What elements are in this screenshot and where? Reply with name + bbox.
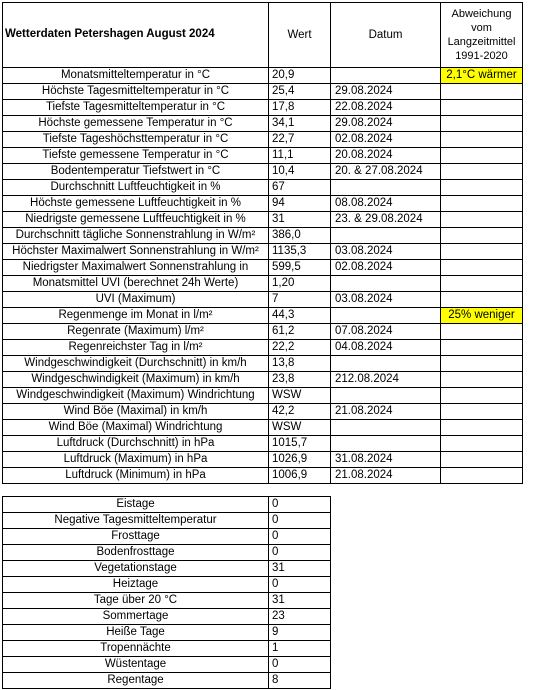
row-label: Windgeschwindigkeit (Durchschnitt) in km/h — [3, 356, 269, 372]
day-count-label: Wüstentage — [3, 657, 269, 673]
row-value: 34,1 — [269, 116, 331, 132]
row-label: Windgeschwindigkeit (Maximum) in km/h — [3, 372, 269, 388]
row-deviation — [441, 260, 523, 276]
row-date — [331, 180, 441, 196]
row-deviation — [441, 324, 523, 340]
row-deviation — [441, 388, 523, 404]
table-row — [3, 68, 523, 84]
table-row — [3, 292, 523, 308]
row-deviation — [441, 436, 523, 452]
row-deviation: 25% weniger — [441, 308, 523, 324]
day-count-value: 9 — [269, 625, 331, 641]
row-value: WSW — [269, 388, 331, 404]
row-label: Niedrigster Maximalwert Sonnenstrahlung in — [3, 260, 269, 276]
row-label: Luftdruck (Maximum) in hPa — [3, 452, 269, 468]
row-date — [331, 68, 441, 84]
row-value: 11,1 — [269, 148, 331, 164]
day-count-value: 0 — [269, 657, 331, 673]
table-row — [3, 436, 523, 452]
day-count-value: 1 — [269, 641, 331, 657]
row-value: 17,8 — [269, 100, 331, 116]
table-row — [3, 577, 331, 593]
day-count-label: Negative Tagesmitteltemperatur — [3, 513, 269, 529]
row-date: 20. & 27.08.2024 — [331, 164, 441, 180]
row-value: 20,9 — [269, 68, 331, 84]
row-date: 22.08.2024 — [331, 100, 441, 116]
day-count-value: 0 — [269, 497, 331, 513]
column-header-abweichung: Abweichung vom Langzeitmittel 1991-2020 — [441, 3, 523, 68]
row-deviation — [441, 132, 523, 148]
row-date: 07.08.2024 — [331, 324, 441, 340]
row-deviation — [441, 452, 523, 468]
row-date — [331, 276, 441, 292]
day-count-label: Sommertage — [3, 609, 269, 625]
row-label: Wind Böe (Maximal) in km/h — [3, 404, 269, 420]
table-row — [3, 340, 523, 356]
day-count-value: 0 — [269, 513, 331, 529]
row-label: Regenrate (Maximum) l/m² — [3, 324, 269, 340]
row-deviation — [441, 212, 523, 228]
row-label: Wind Böe (Maximal) Windrichtung — [3, 420, 269, 436]
row-deviation — [441, 196, 523, 212]
day-count-value: 8 — [269, 673, 331, 689]
row-date: 02.08.2024 — [331, 132, 441, 148]
table-row — [3, 356, 523, 372]
row-value: 10,4 — [269, 164, 331, 180]
row-value: 61,2 — [269, 324, 331, 340]
row-date: 31.08.2024 — [331, 452, 441, 468]
table-row — [3, 420, 523, 436]
row-value: 1,20 — [269, 276, 331, 292]
row-label: Höchster Maximalwert Sonnenstrahlung in W/m² — [3, 244, 269, 260]
row-label: Niedrigste gemessene Luftfeuchtigkeit in % — [3, 212, 269, 228]
row-deviation — [441, 100, 523, 116]
day-count-label: Vegetationstage — [3, 561, 269, 577]
row-date — [331, 436, 441, 452]
row-label: Tiefste gemessene Temperatur in °C — [3, 148, 269, 164]
row-label: Tiefste Tagesmitteltemperatur in °C — [3, 100, 269, 116]
row-value: 1015,7 — [269, 436, 331, 452]
column-header-wert: Wert — [269, 3, 331, 68]
row-date — [331, 308, 441, 324]
table-row — [3, 404, 523, 420]
row-label: Durchschnitt tägliche Sonnenstrahlung in W/m² — [3, 228, 269, 244]
row-label: Regenmenge im Monat in l/m² — [3, 308, 269, 324]
row-deviation — [441, 404, 523, 420]
table-row — [3, 180, 523, 196]
table-row — [3, 468, 523, 484]
row-value: 13,8 — [269, 356, 331, 372]
table-row — [3, 545, 331, 561]
row-date: 21.08.2024 — [331, 468, 441, 484]
row-date: 04.08.2024 — [331, 340, 441, 356]
row-value: 31 — [269, 212, 331, 228]
row-value: 7 — [269, 292, 331, 308]
row-label: Höchste gemessene Temperatur in °C — [3, 116, 269, 132]
day-count-value: 31 — [269, 561, 331, 577]
row-label: Höchste gemessene Luftfeuchtigkeit in % — [3, 196, 269, 212]
row-date: 29.08.2024 — [331, 116, 441, 132]
row-label: Höchste Tagesmitteltemperatur in °C — [3, 84, 269, 100]
row-value: 1135,3 — [269, 244, 331, 260]
row-value: 1006,9 — [269, 468, 331, 484]
day-count-value: 0 — [269, 529, 331, 545]
row-date — [331, 228, 441, 244]
row-date: 03.08.2024 — [331, 244, 441, 260]
row-label: Bodentemperatur Tiefstwert in °C — [3, 164, 269, 180]
row-deviation — [441, 292, 523, 308]
day-count-value: 23 — [269, 609, 331, 625]
row-deviation — [441, 372, 523, 388]
header-row — [3, 3, 523, 68]
table-row — [3, 561, 331, 577]
row-deviation: 2,1°C wärmer — [441, 68, 523, 84]
table-row — [3, 625, 331, 641]
table-row — [3, 593, 331, 609]
day-counts-table — [2, 496, 331, 689]
row-date: 02.08.2024 — [331, 260, 441, 276]
table-row — [3, 452, 523, 468]
row-label: Tiefste Tageshöchsttemperatur in °C — [3, 132, 269, 148]
row-label: Monatsmitteltemperatur in °C — [3, 68, 269, 84]
table-row — [3, 657, 331, 673]
table-row — [3, 388, 523, 404]
row-value: 386,0 — [269, 228, 331, 244]
row-label: Windgeschwindigkeit (Maximum) Windrichtung — [3, 388, 269, 404]
row-date: 21.08.2024 — [331, 404, 441, 420]
day-count-label: Frosttage — [3, 529, 269, 545]
table-row — [3, 609, 331, 625]
row-date: 08.08.2024 — [331, 196, 441, 212]
day-count-value: 0 — [269, 577, 331, 593]
row-value: 22,7 — [269, 132, 331, 148]
table-row — [3, 132, 523, 148]
table-title: Wetterdaten Petershagen August 2024 — [3, 3, 269, 68]
table-row — [3, 641, 331, 657]
row-value: 42,2 — [269, 404, 331, 420]
row-date: 29.08.2024 — [331, 84, 441, 100]
table-row — [3, 497, 331, 513]
day-count-label: Regentage — [3, 673, 269, 689]
day-count-label: Tage über 20 °C — [3, 593, 269, 609]
table-row — [3, 84, 523, 100]
row-deviation — [441, 340, 523, 356]
row-date — [331, 356, 441, 372]
table-row — [3, 228, 523, 244]
row-label: Monatsmittel UVI (berechnet 24h Werte) — [3, 276, 269, 292]
row-deviation — [441, 148, 523, 164]
table-row — [3, 529, 331, 545]
row-date — [331, 420, 441, 436]
table-row — [3, 196, 523, 212]
row-value: 25,4 — [269, 84, 331, 100]
row-value: 67 — [269, 180, 331, 196]
row-label: Durchschnitt Luftfeuchtigkeit in % — [3, 180, 269, 196]
row-label: UVI (Maximum) — [3, 292, 269, 308]
row-value: 23,8 — [269, 372, 331, 388]
row-deviation — [441, 356, 523, 372]
row-value: 599,5 — [269, 260, 331, 276]
day-count-rows — [3, 497, 331, 689]
row-date: 03.08.2024 — [331, 292, 441, 308]
table-row — [3, 276, 523, 292]
row-label: Regenreichster Tag in l/m² — [3, 340, 269, 356]
day-count-label: Tropennächte — [3, 641, 269, 657]
row-deviation — [441, 116, 523, 132]
row-date: 212.08.2024 — [331, 372, 441, 388]
row-deviation — [441, 180, 523, 196]
row-value: 94 — [269, 196, 331, 212]
row-label: Luftdruck (Durchschnitt) in hPa — [3, 436, 269, 452]
table-row — [3, 116, 523, 132]
day-count-label: Eistage — [3, 497, 269, 513]
row-deviation — [441, 164, 523, 180]
row-value: 1026,9 — [269, 452, 331, 468]
row-date: 23. & 29.08.2024 — [331, 212, 441, 228]
table-row — [3, 308, 523, 324]
table-row — [3, 513, 331, 529]
row-deviation — [441, 420, 523, 436]
table-row — [3, 673, 331, 689]
table-row — [3, 148, 523, 164]
table-row — [3, 260, 523, 276]
table-row — [3, 244, 523, 260]
row-label: Luftdruck (Minimum) in hPa — [3, 468, 269, 484]
table-row — [3, 372, 523, 388]
day-count-label: Heiße Tage — [3, 625, 269, 641]
data-rows — [3, 68, 523, 484]
row-value: 44,3 — [269, 308, 331, 324]
row-deviation — [441, 276, 523, 292]
column-header-datum: Datum — [331, 3, 441, 68]
table-row — [3, 100, 523, 116]
row-deviation — [441, 228, 523, 244]
row-value: WSW — [269, 420, 331, 436]
table-row — [3, 164, 523, 180]
table-row — [3, 212, 523, 228]
row-deviation — [441, 244, 523, 260]
row-deviation — [441, 468, 523, 484]
day-count-label: Heiztage — [3, 577, 269, 593]
day-count-value: 31 — [269, 593, 331, 609]
weather-data-table — [2, 2, 523, 484]
day-count-value: 0 — [269, 545, 331, 561]
table-row — [3, 324, 523, 340]
day-count-label: Bodenfrosttage — [3, 545, 269, 561]
row-date: 20.08.2024 — [331, 148, 441, 164]
row-value: 22,2 — [269, 340, 331, 356]
row-date — [331, 388, 441, 404]
row-deviation — [441, 84, 523, 100]
